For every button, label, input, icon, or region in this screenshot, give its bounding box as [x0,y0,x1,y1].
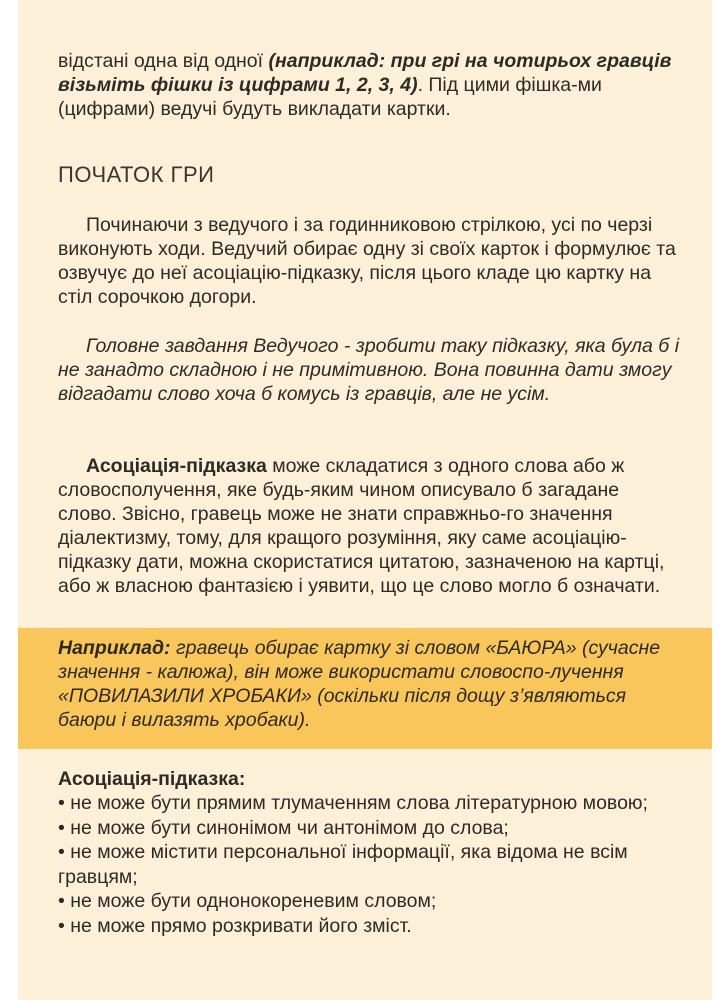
example-label: Наприклад: [58,637,171,659]
intro-example: (наприклад: при грі на чотирьох гравців візьміть фішки із цифрами 1, 2, 3, 4) [58,50,672,96]
page-margin-right [712,0,728,1000]
list-item: • не може містити персональної інформації, яка відома не всім гравцям; [58,841,628,888]
list-item: • не може прямо розкривати його зміст. [58,914,412,937]
paragraph-main-task: Головне завдання Ведучого - зробити таку підказку, яка була б і не занадто складною і не примітивною. Вона повинна дати змогу відгадати слово хоча б комусь із гравців, але не усім. [58,335,680,405]
intro-text-end: . Під цими фішка-ми (цифрами) ведучі будуть викладати картки. [58,74,602,120]
intro-paragraph [58,49,682,121]
hint-rules-list [58,767,682,938]
rules-title: Асоціація-підказка: [58,768,246,790]
paragraph-hint-definition [58,454,682,598]
list-item: • не може бути однонокореневим словом; [58,890,437,912]
paragraph-rules-turns: Починаючи з ведучого і за годинниковою стрілкою, усі по черзі виконують ходи. Ведучий обирає одну зі своїх карток і формулює та озвучує до неї асоціацію-підказку, після цього кладе цю картку на стіл сорочкою догори. [58,214,676,308]
section-title: ПОЧАТОК ГРИ [58,162,215,187]
example-text: гравець обирає картку зі словом «БАЮРА» (сучасне значення - калюжа), він може використати словоспо-лучення «ПОВИЛАЗИЛИ ХРОБАКИ» (оскільки після дощу з’являються баюри і вилазять хробаки). [58,637,661,731]
list-item: • не може бути прямим тлумаченням слова літературною мовою; [58,792,648,814]
rules-items [58,791,682,938]
list-item: • не може бути синонімом чи антонімом до слова; [58,816,509,839]
page-margin-left [0,0,18,1000]
example-callout [18,628,712,749]
hint-description: може складатися з одного слова або ж словосполучення, яке будь-яким чином описувало б загадане слово. Звісно, гравець може не знати справжньо-го значення діалектизму, тому, для кращого розуміння, яку саме асоціацію-підказку дати, можна скористатися цитатою, зазначеною на картці, або ж власною фантазією і уявити, що це слово могло б означати. [58,455,665,597]
intro-text-start: відстані одна від одної [58,50,269,72]
document-page [18,0,712,1000]
section-heading-block [58,163,682,187]
hint-term: Асоціація-підказка [86,455,267,477]
